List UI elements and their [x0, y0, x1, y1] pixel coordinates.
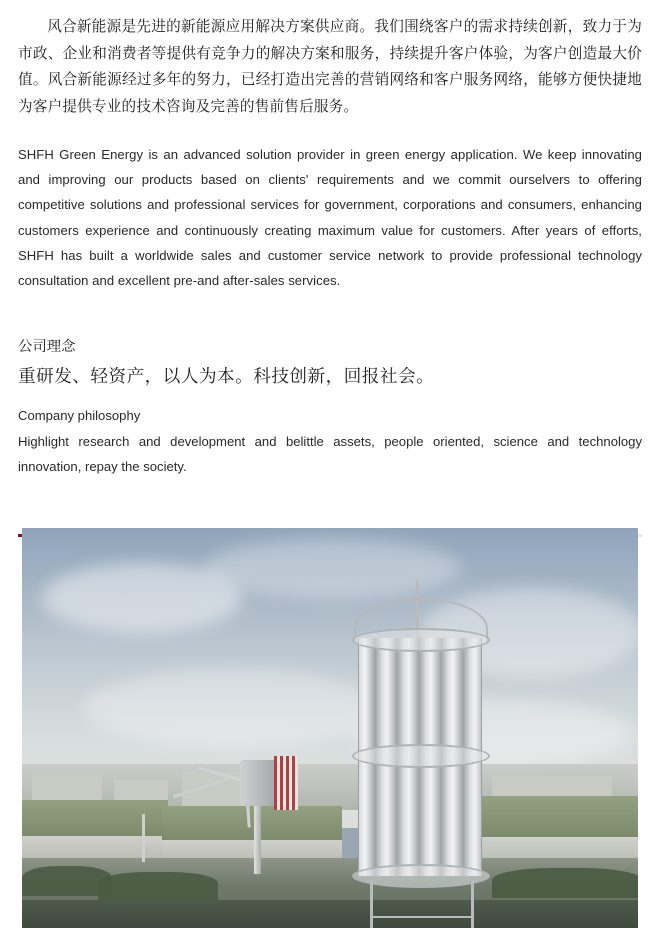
foreground-vegetation — [492, 868, 638, 898]
foreground-shadow — [22, 900, 638, 928]
horizontal-axis-wind-turbine — [222, 750, 342, 870]
turbine-pole — [254, 806, 261, 874]
company-description-chinese: 风合新能源是先进的新能源应用解决方案供应商。我们围绕客户的需求持续创新，致力于为市政、企业和消费者等提供有竞争力的解决方案和服务，持续提升客户体验，为客户创造最大价值。风合新能源经过多年的努力，已经打造出完善的营销网络和客户服务网络，能够方便快捷地为客户提供专业的技术咨询及完善的售前售后服务。 — [18, 18, 642, 115]
light-pole — [142, 814, 145, 862]
turbine-tail-fin — [274, 756, 298, 810]
philosophy-title-english: Company philosophy — [18, 408, 141, 424]
photo-frame — [22, 528, 638, 928]
vertical-axis-wind-turbine — [344, 580, 494, 920]
turbine-ring-top — [352, 628, 490, 652]
company-philosophy-section — [18, 293, 642, 480]
turbine-ring-middle — [352, 744, 490, 768]
philosophy-title-chinese: 公司理念 — [18, 338, 76, 355]
philosophy-body-english: Highlight research and development and belittle assets, people oriented, science and technology innovation, repay the society. — [18, 433, 642, 474]
warehouse-building — [22, 800, 168, 862]
building-roof — [22, 800, 168, 836]
cloud-shape — [82, 668, 382, 748]
company-description-english: SHFH Green Energy is an advanced solution provider in green energy application. We keep innovating and improving our products based on clients' requirements and we commit ourselvers to offering competitive solutions and professional services for government, corporations and consumers, enhancing customers experience and continuously creating maximum value for customers. After years of efforts, SHFH has built a worldwide sales and customer service network to provide professional technology consultation and excellent pre-and after-sales services. — [18, 147, 642, 288]
foreground-vegetation — [98, 872, 218, 900]
turbine-support-base — [370, 880, 474, 928]
philosophy-body-chinese: 重研发、轻资产，以人为本。科技创新，回报社会。 — [18, 367, 435, 388]
rooftop-vertical-axis-wind-turbine-photo — [22, 528, 638, 928]
